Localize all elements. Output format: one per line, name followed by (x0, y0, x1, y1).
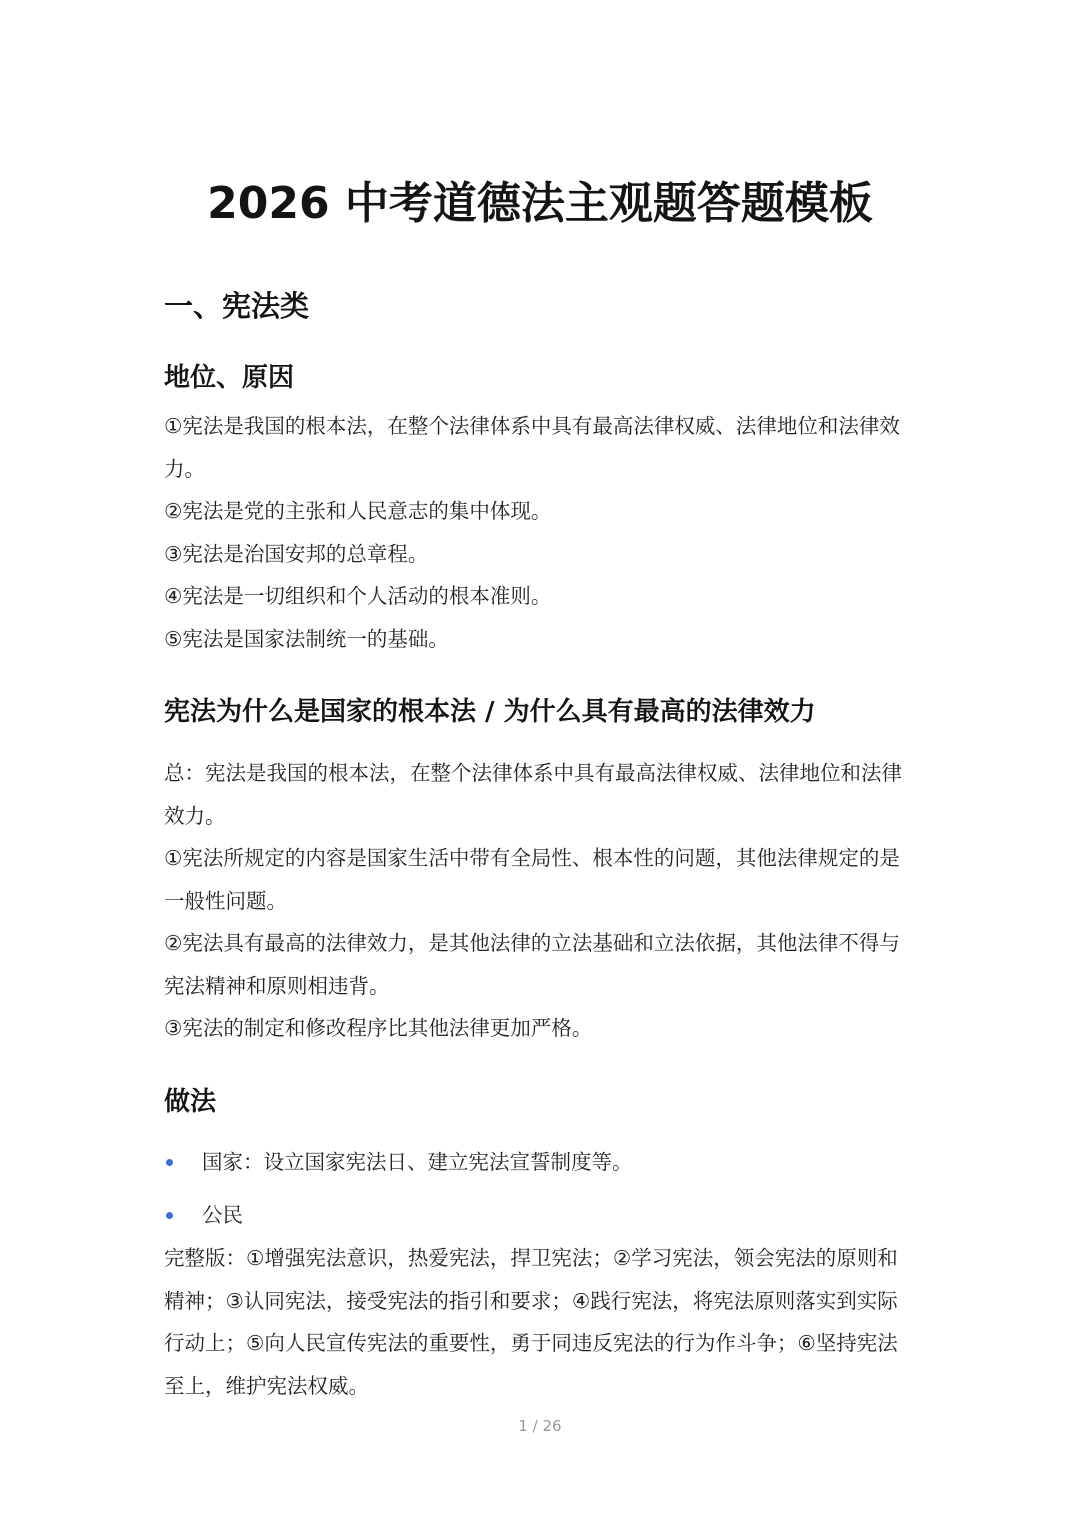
status-item: ⑤宪法是国家法制统一的基础。 (164, 626, 449, 651)
why-item: ①宪法所规定的内容是国家生活中带有全局性、根本性的问题，其他法律规定的是一般性问题。 (164, 846, 900, 913)
bullet-dot-icon (166, 1159, 173, 1166)
practice-bullet-citizen (164, 1195, 914, 1235)
status-reasons-list (164, 405, 914, 660)
subheading-status-reasons: 地位、原因 (164, 363, 295, 393)
subheading-why-fundamental-law: 宪法为什么是国家的根本法 / 为什么具有最高的法律效力 (164, 697, 816, 727)
status-item: ④宪法是一切组织和个人活动的根本准则。 (164, 584, 552, 608)
full-version-text: 完整版：①增强宪法意识，热爱宪法，捍卫宪法；②学习宪法，领会宪法的原则和精神；③认同宪法，接受宪法的指引和要求；④践行宪法，将宪法原则落实到实际行动上；⑤向人民宣传宪法的重要性，勇于同违反宪法的行为作斗争；⑥坚持宪法至上，维护宪法权威。 (164, 1246, 898, 1398)
status-item: ②宪法是党的主张和人民意志的集中体现。 (164, 499, 552, 523)
document-title: 2026 中考道德法主观题答题模板 (207, 178, 873, 229)
bullet-dot-icon (166, 1212, 173, 1219)
page-number: 1 / 26 (518, 1417, 562, 1435)
why-item: 总：宪法是我国的根本法，在整个法律体系中具有最高法律权威、法律地位和法律效力。 (164, 761, 902, 828)
section-heading-constitution: 一、宪法类 (164, 289, 310, 323)
why-item: ②宪法具有最高的法律效力，是其他法律的立法基础和立法依据，其他法律不得与宪法精神和原则相违背。 (164, 931, 900, 998)
citizen-full-version (164, 1237, 914, 1407)
bullet-text: 国家：设立国家宪法日、建立宪法宣誓制度等。 (202, 1150, 633, 1174)
status-item: ①宪法是我国的根本法，在整个法律体系中具有最高法律权威、法律地位和法律效力。 (164, 414, 900, 481)
bullet-text: 公民 (202, 1203, 243, 1227)
status-item: ③宪法是治国安邦的总章程。 (164, 541, 429, 566)
why-item: ③宪法的制定和修改程序比其他法律更加严格。 (164, 1016, 593, 1040)
practice-bullet-state (164, 1142, 914, 1182)
subheading-practice: 做法 (164, 1087, 217, 1117)
why-fundamental-law-list (164, 752, 914, 1050)
